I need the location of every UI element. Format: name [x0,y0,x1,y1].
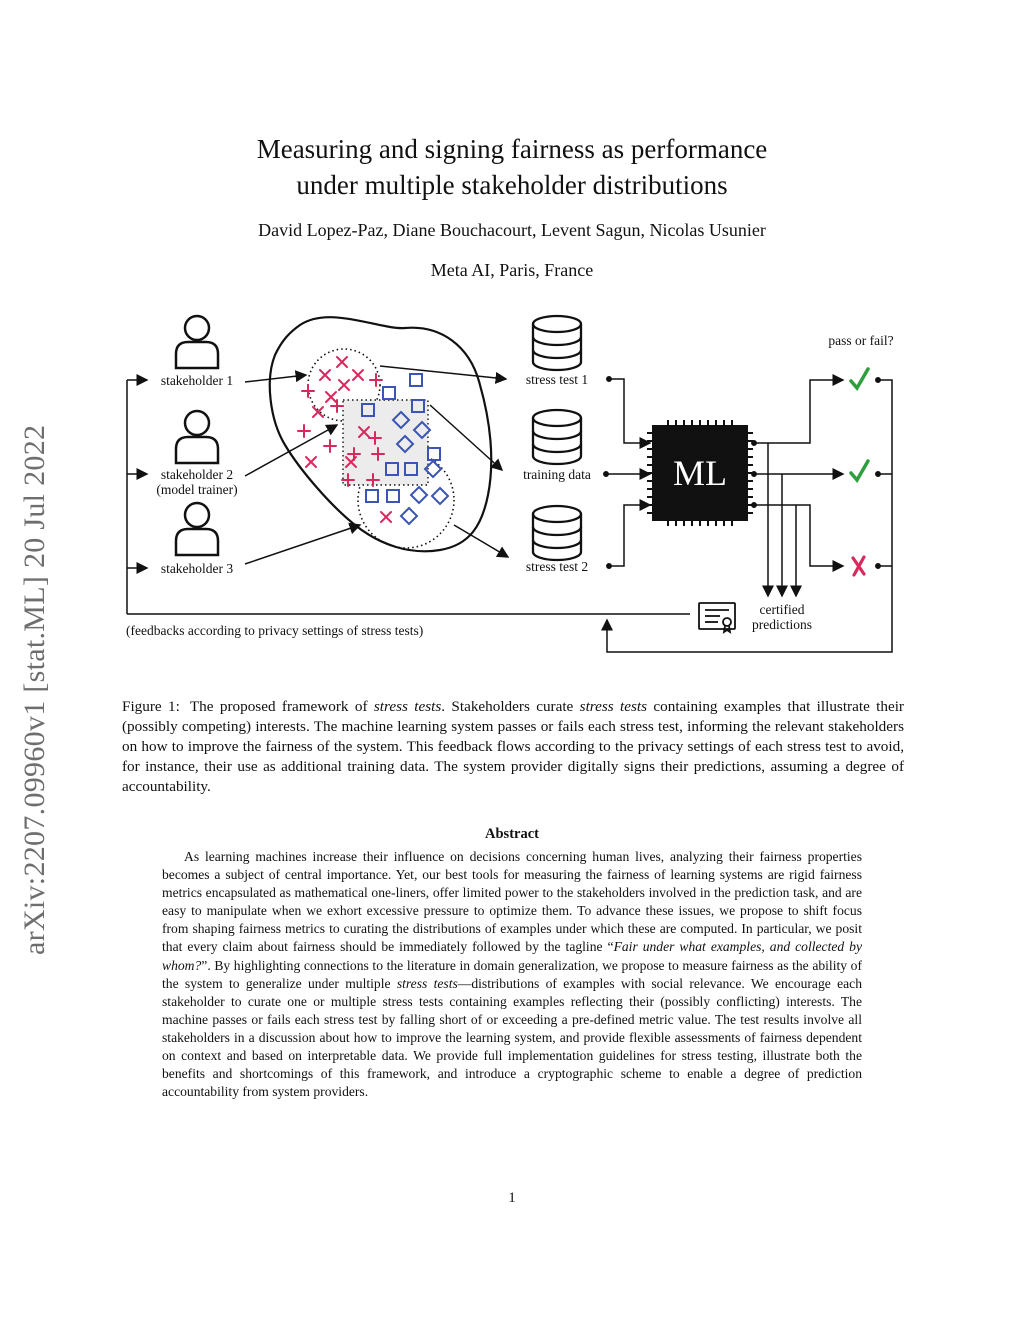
caption-text: The proposed framework of [189,698,374,715]
database-icon [533,316,581,370]
database-icon [533,410,581,464]
title-line-2: under multiple stakeholder distributions [296,170,728,200]
certified-label-line1: certified [759,602,805,617]
certified-label-line2: predictions [752,617,812,632]
page-number: 1 [508,1190,516,1206]
paper-title [0,131,1024,203]
abstract-emphasis: stress tests [396,975,458,991]
caption-text: . Stakeholders curate [441,698,580,715]
abstract-text: —distributions of examples with social relevance. We encourage each stakeholder to curate one or multiple stress tests containing examples reflecting their (possibly conflicting) interests. The machine passes or fails each stress test by falling short of or exceeding a pre-defined metric value. The test results involve all stakeholders in a discussion about how to improve the learning system, and provide flexible assessments of fairness dependent on context and based on interpretable data. We provide full implementation guidelines for stress testing, illustrate both the benefits and shortcomings of this framework, and introduce a cryptographic scheme to enable a degree of prediction accountability from system providers. [162,975,862,1100]
abstract-emphasis: Fair under what examples, and collected by whom? [162,939,863,973]
caption-lead: Figure 1: [122,698,180,715]
figure-caption [122,697,904,797]
abstract-text: ”. By highlighting connections to the literature in domain generalization, we propose to measure fairness as the ability of the system to generalize under multiple [162,957,862,991]
result-feedback-loop [607,378,892,652]
ml-input-arrows [604,377,650,568]
abstract-heading: Abstract [485,826,539,842]
pass-or-fail-label: pass or fail? [828,333,894,348]
x-mark-icon [853,557,864,575]
abstract-text: As learning machines increase their influence on decisions concerning human lives, analyzing their fairness properties becomes a subject of central importance. Yet, our best tools for measuring the fairness of learning systems are rigid fairness metrics encapsulated as mathematical one-liners, offer limited power to the stakeholders involved in the prediction task, and are easy to manipulate when we exhort excessive pressure to optimize them. To advance these issues, we propose to shift focus from shaping fairness metrics to curating the distributions of examples under which these are computed. In particular, we posit that every claim about fairness should be immediately followed by the tagline “ [162,849,862,955]
title-line-1: Measuring and signing fairness as performance [256,134,768,164]
person-icon [176,503,218,555]
ml-output-arrows [752,380,843,596]
person-icon [176,316,218,368]
certificate-icon [699,603,735,632]
stakeholder-2-sublabel: (model trainer) [156,482,238,497]
framework-figure [0,300,1024,670]
abstract-body [162,848,862,1101]
stress-test-1-label: stress test 1 [525,372,589,387]
caption-emphasis: stress tests [579,698,648,715]
affiliation: Meta AI, Paris, France [430,260,594,280]
stakeholder-1-label: stakeholder 1 [160,373,234,388]
person-icon [176,411,218,463]
training-data-label: training data [523,467,591,482]
ml-label: ML [673,453,727,493]
checkmark-icon [851,461,868,480]
caption-text: containing examples that illustrate their (possibly competing) interests. The machine learning system passes or fails each stress test, informing the relevant stakeholders on how to improve the fairness of the system. This feedback flows according to the privacy settings of each stress test to avoid, for instance, their use as additional training data. The system provider digitally signs their predictions, assuming a degree of accountability. [122,698,904,795]
feedback-label: (feedbacks according to privacy settings of stress tests) [126,623,424,638]
checkmark-icon [851,369,868,388]
author-list: David Lopez-Paz, Diane Bouchacourt, Levent Sagun, Nicolas Usunier [258,220,766,240]
arxiv-stamp: arXiv:2207.09960v1 [stat.ML] 20 Jul 2022 [18,424,51,955]
database-icon [533,506,581,560]
stress-test-2-label: stress test 2 [525,559,589,574]
caption-emphasis: stress tests [373,698,442,715]
stakeholder-2-label: stakeholder 2 [160,467,234,482]
stakeholder-3-label: stakeholder 3 [160,561,234,576]
chip-icon [647,420,753,526]
